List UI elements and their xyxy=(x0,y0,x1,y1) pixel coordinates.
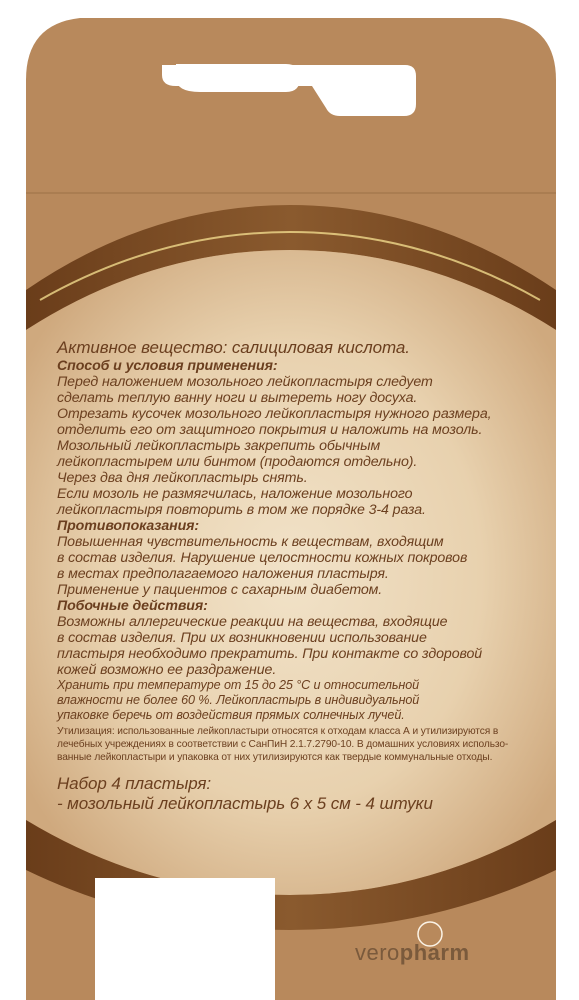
set-item: - мозольный лейкопластырь 6 х 5 см - 4 штуки xyxy=(57,794,433,813)
usage-line: Перед наложением мозольного лейкопластыря следует xyxy=(57,374,433,390)
contraindications-line: в состав изделия. Нарушение целостности кожных покровов xyxy=(57,550,468,566)
logo-part-vero: vero xyxy=(355,940,400,965)
storage-line: влажности не более 60 %. Лейкопластырь в индивидуальной xyxy=(57,693,420,707)
contraindications-line: Повышенная чувствительность к веществам, входящим xyxy=(57,534,444,550)
side-effects-line: в состав изделия. При их возникновении использование xyxy=(57,630,427,646)
contraindications-heading: Противопоказания: xyxy=(57,518,200,534)
veropharm-logo xyxy=(355,940,470,966)
disposal-line: Утилизация: использованные лейкопластыри относятся к отходам класса А и утилизируются в xyxy=(57,726,499,737)
usage-line: отделить его от защитного покрытия и наложить на мозоль. xyxy=(57,422,483,438)
set-heading: Набор 4 пластыря: xyxy=(57,774,212,793)
contraindications-line: Применение у пациентов с сахарным диабетом. xyxy=(57,582,383,598)
usage-line: Если мозоль не размягчилась, наложение мозольного xyxy=(57,486,413,502)
usage-line: Мозольный лейкопластырь закрепить обычным xyxy=(57,438,381,454)
side-effects-heading: Побочные действия: xyxy=(57,598,208,614)
storage-line: упаковке беречь от воздействия прямых солнечных лучей. xyxy=(57,708,405,722)
contraindications-line: в местах предполагаемого наложения пластыря. xyxy=(57,566,389,582)
active-substance: Активное вещество: салициловая кислота. xyxy=(57,338,410,357)
usage-heading: Способ и условия применения: xyxy=(57,358,278,374)
usage-line: лейкопластырем или бинтом (продаются отдельно). xyxy=(57,454,418,470)
instructions-text xyxy=(57,338,537,814)
usage-line: сделать теплую ванну ноги и вытереть ногу досуха. xyxy=(57,390,418,406)
blank-label-area xyxy=(95,878,275,1000)
side-effects-line: Возможны аллергические реакции на вещества, входящие xyxy=(57,614,448,630)
side-effects-line: пластыря необходимо прекратить. При контакте со здоровой xyxy=(57,646,483,662)
storage-line: Хранить при температуре от 15 до 25 °С и относительной xyxy=(57,678,420,692)
usage-line: Через два дня лейкопластырь снять. xyxy=(57,470,308,486)
logo-part-pharm: pharm xyxy=(399,940,470,965)
usage-line: Отрезать кусочек мозольного лейкопластыря нужного размера, xyxy=(57,406,492,422)
disposal-line: ванные лейкопластыри и упаковка от них утилизируются как твердые коммунальные отходы. xyxy=(57,752,493,763)
side-effects-line: кожей возможно ее раздражение. xyxy=(57,662,277,678)
disposal-line: лечебных учреждениях в соответствии с СанПиН 2.1.7.2790-10. В домашних условиях использо- xyxy=(57,739,509,750)
usage-line: лейкопластыря повторить в том же порядке 3-4 раза. xyxy=(57,502,426,518)
